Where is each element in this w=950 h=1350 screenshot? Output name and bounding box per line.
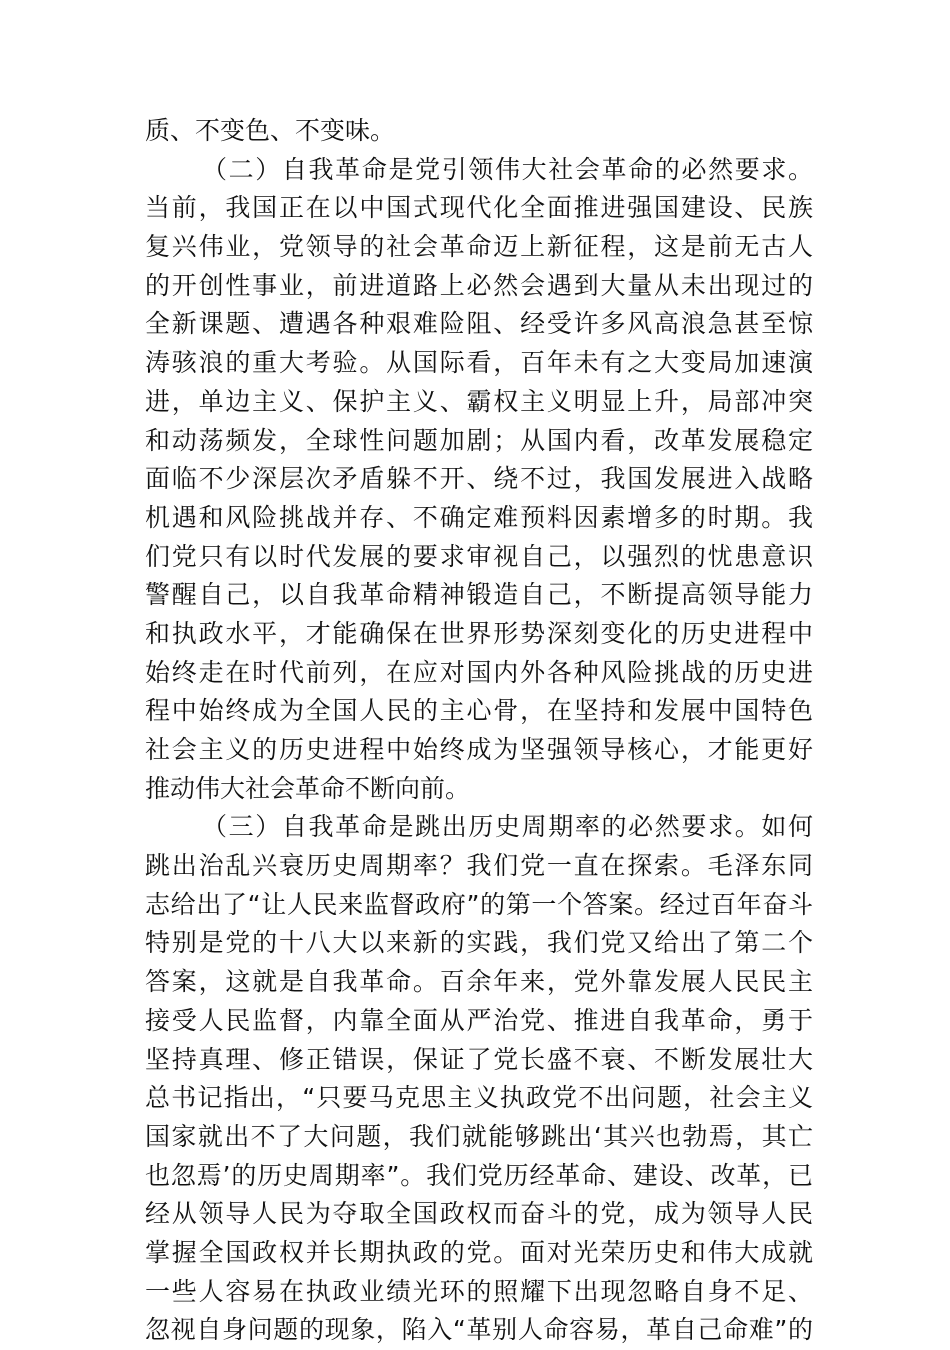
text-line: 掌握全国政权并长期执政的党。面对光荣历史和伟大成就 (145, 1237, 813, 1267)
text-line: 面临不少深层次矛盾躲不开、绕不过，我国发展进入战略 (145, 464, 813, 494)
text-line: 国家就出不了大问题，我们就能够跳出‘其兴也勃焉，其亡 (145, 1121, 813, 1151)
text-line: 坚持真理、修正错误，保证了党长盛不衰、不断发展壮大 (145, 1044, 813, 1074)
text-line: 的开创性事业，前进道路上必然会遇到大量从未出现过的 (145, 270, 813, 300)
text-line: 答案，这就是自我革命。百余年来，党外靠发展人民民主 (145, 967, 813, 997)
text-line: 质、不变色、不变味。 (145, 116, 396, 145)
text-line: 志给出了“让人民来监督政府”的第一个答案。经过百年奋斗 (145, 889, 813, 919)
paragraph-heading-line: （二）自我革命是党引领伟大社会革命的必然要求。 (202, 154, 813, 184)
text-line: 复兴伟业，党领导的社会革命迈上新征程，这是前无古人 (145, 232, 813, 262)
text-line: 和执政水平，才能确保在世界形势深刻变化的历史进程中 (145, 618, 813, 648)
text-line: 和动荡频发，全球性问题加剧；从国内看，改革发展稳定 (145, 425, 813, 455)
text-line: 进，单边主义、保护主义、霸权主义明显上升，局部冲突 (145, 386, 813, 416)
text-line: 当前，我国正在以中国式现代化全面推进强国建设、民族 (145, 193, 813, 223)
text-line: 总书记指出，“只要马克思主义执政党不出问题，社会主义 (145, 1083, 813, 1113)
text-line: 程中始终成为全国人民的主心骨，在坚持和发展中国特色 (145, 696, 813, 726)
text-line: 经从领导人民为夺取全国政权而奋斗的党，成为领导人民 (145, 1199, 813, 1229)
text-line: 始终走在时代前列，在应对国内外各种风险挑战的历史进 (145, 657, 813, 687)
text-line: 也忽焉’的历史周期率”。我们党历经革命、建设、改革，已 (145, 1160, 813, 1190)
text-line: 涛骇浪的重大考验。从国际看，百年未有之大变局加速演 (145, 348, 813, 378)
text-line: 接受人民监督，内靠全面从严治党、推进自我革命，勇于 (145, 1005, 813, 1035)
text-line: 警醒自己，以自我革命精神锻造自己，不断提高领导能力 (145, 580, 813, 610)
text-line: 们党只有以时代发展的要求审视自己，以强烈的忧患意识 (145, 541, 813, 571)
text-line: 推动伟大社会革命不断向前。 (145, 773, 471, 803)
text-line: 社会主义的历史进程中始终成为坚强领导核心，才能更好 (145, 735, 813, 764)
text-line: 忽视自身问题的现象，陷入“革别人命容易，革自己命难”的 (145, 1315, 813, 1345)
text-line: 跳出治乱兴衰历史周期率？我们党一直在探索。毛泽东同 (145, 851, 813, 881)
text-line: 一些人容易在执政业绩光环的照耀下出现忽略自身不足、 (145, 1276, 813, 1306)
paragraph-heading-line: （三）自我革命是跳出历史周期率的必然要求。如何 (202, 812, 813, 842)
text-line: 全新课题、遭遇各种艰难险阻、经受许多风高浪急甚至惊 (145, 309, 813, 339)
document-body (145, 112, 813, 1350)
text-line: 特别是党的十八大以来新的实践，我们党又给出了第二个 (145, 928, 813, 958)
text-line: 机遇和风险挑战并存、不确定难预料因素增多的时期。我 (145, 502, 813, 532)
